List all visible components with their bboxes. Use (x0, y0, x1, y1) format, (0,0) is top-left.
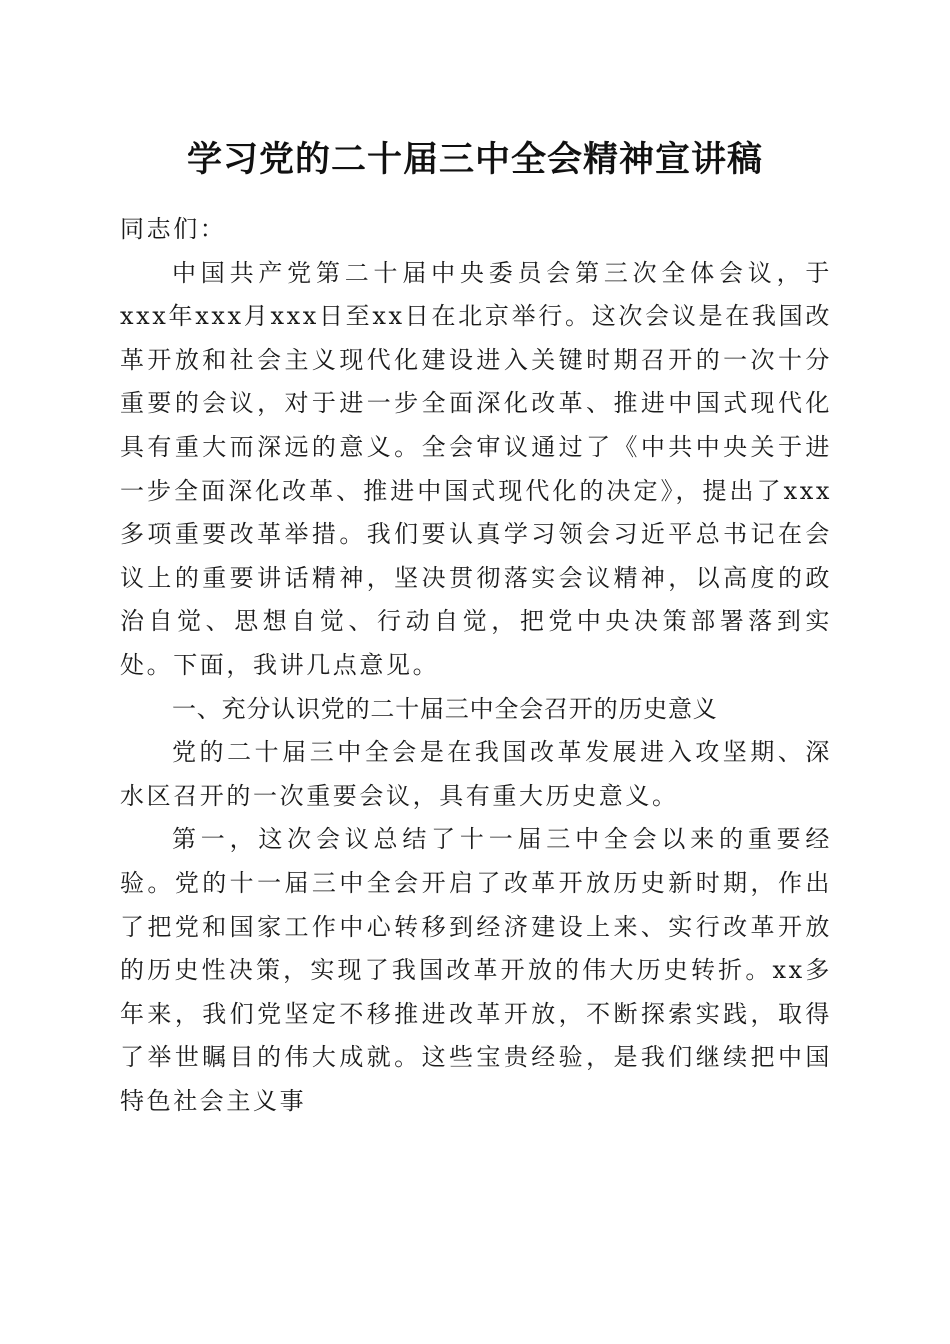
section-heading: 一、充分认识党的二十届三中全会召开的历史意义 (172, 694, 718, 723)
document-body (120, 208, 832, 1123)
salutation: 同志们： (120, 215, 227, 243)
intro-paragraph: 中国共产党第二十届中央委员会第三次全体会议，于xxx年xxx月xxx日至xx日在北京举行。这次会议是在我国改革开放和社会主义现代化建设进入关键时期召开的一次十分重要的会议，对于进一步全面深化改革、推进中国式现代化具有重大而深远的意义。全会审议通过了《中共中央关于进一步全面深化改革、推进中国式现代化的决定》，提出了xxx多项重要改革举措。我们要认真学习领会习近平总书记在会议上的重要讲话精神，坚决贯彻落实会议精神，以高度的政治自觉、思想自觉、行动自觉，把党中央决策部署落到实处。下面，我讲几点意见。 (120, 258, 832, 679)
section-paragraph: 党的二十届三中全会是在我国改革发展进入攻坚期、深水区召开的一次重要会议，具有重大历史意义。 (120, 738, 832, 810)
section-paragraph: 第一，这次会议总结了十一届三中全会以来的重要经验。党的十一届三中全会开启了改革开放历史新时期，作出了把党和国家工作中心转移到经济建设上来、实行改革开放的历史性决策，实现了我国改革开放的伟大历史转折。xx多年来，我们党坚定不移推进改革开放，不断探索实践，取得了举世瞩目的伟大成就。这些宝贵经验，是我们继续把中国特色社会主义事 (120, 825, 832, 1115)
document-title: 学习党的二十届三中全会精神宣讲稿 (186, 139, 763, 180)
